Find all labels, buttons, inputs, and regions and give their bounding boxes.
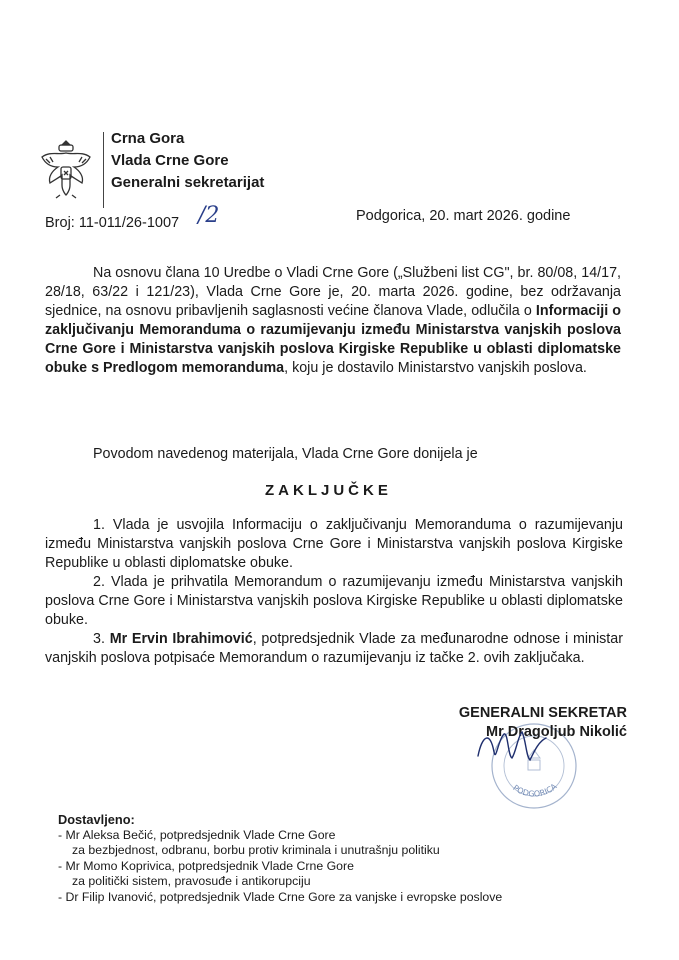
handwritten-signature bbox=[472, 722, 552, 768]
svg-text:PODGORICA bbox=[511, 782, 559, 799]
conclusion-2: 2. Vlada je prihvatila Memorandum o razumijevanju između Ministarstva vanjskih poslova Crne Gore i Ministarstva vanjskih poslova Kirgiske Republike u oblasti diplomatske obuke. bbox=[45, 574, 623, 628]
conclusion-3-number: 3. bbox=[93, 631, 110, 647]
issuer-government: Vlada Crne Gore bbox=[111, 152, 229, 169]
distribution-line: - Dr Filip Ivanović, potpredsjednik Vlade Crne Gore za vanjske i evropske poslove bbox=[58, 889, 503, 904]
decision-intro: Povodom navedenog materijala, Vlada Crne Gore donijela je bbox=[93, 446, 478, 462]
conclusion-3 bbox=[45, 630, 623, 668]
issuer-secretariat: Generalni sekretarijat bbox=[111, 174, 265, 191]
preamble-subject: Informaciji o zaključivanju Memoranduma o razumijevanju između Ministarstva vanjskih poslova Crne Gore i Ministarstva vanjskih poslova Kirgiske Republike u oblasti diplomatske obuke s Predlogom memoranduma bbox=[45, 303, 622, 376]
stamp-city: PODGORICA bbox=[511, 781, 559, 799]
issuer-header bbox=[111, 128, 264, 194]
preamble-text-a: Na osnovu člana 10 Uredbe o Vladi Crne Gore („Službeni list CG", br. 80/08, 14/17, 28/18, 63/22 i 121/23), Vlada Crne Gore je, 20. marta 2026. godine, bez održavanja sjednice, na osnovu pribavljenih saglasnosti većine članova Vlade, odlučila o bbox=[45, 265, 621, 319]
conclusion-3-name: Mr Ervin Ibrahimović bbox=[109, 631, 253, 647]
distribution-line: - Mr Momo Koprivica, potpredsjednik Vlade Crne Gore bbox=[58, 858, 354, 873]
preamble-paragraph bbox=[45, 264, 621, 378]
header-divider bbox=[103, 132, 104, 208]
signer-name: Mr Dragoljub Nikolić bbox=[486, 724, 627, 740]
distribution-line: - Mr Aleksa Bečić, potpredsjednik Vlade Crne Gore bbox=[58, 827, 336, 842]
handwritten-number: /2 bbox=[198, 203, 220, 228]
coat-of-arms-icon bbox=[38, 137, 94, 199]
distribution-list bbox=[58, 812, 598, 905]
distribution-item bbox=[58, 859, 598, 890]
signer-title: GENERALNI SEKRETAR bbox=[458, 705, 627, 721]
conclusion-1: 1. Vlada je usvojila Informaciju o zaključivanju Memoranduma o razumijevanju između Ministarstva vanjskih poslova Crne Gore i Ministarstva vanjskih poslova Kirgiske Republike u oblasti diplomatske obuke. bbox=[45, 517, 623, 571]
preamble-text-b: , koju je dostavilo Ministarstvo vanjskih poslova. bbox=[284, 360, 587, 376]
distribution-item bbox=[58, 890, 598, 906]
issuer-country: Crna Gora bbox=[111, 130, 185, 147]
reference-number: Broj: 11-011/26-1007 bbox=[45, 215, 180, 231]
place-date: Podgorica, 20. mart 2026. godine bbox=[356, 208, 571, 224]
distribution-item bbox=[58, 828, 598, 859]
distribution-title: Dostavljeno: bbox=[58, 812, 135, 827]
conclusions-title: ZAKLJUČKE bbox=[265, 482, 392, 499]
distribution-line: za bezbjednost, odbranu, borbu protiv kriminala i unutrašnju politiku bbox=[72, 843, 440, 857]
conclusion-3-text: , potpredsjednik Vlade za međunarodne odnose i ministar vanjskih poslova potpisaće Memorandum o razumijevanju iz tačke 2. ovih zaključaka. bbox=[45, 631, 623, 666]
distribution-line: za politički sistem, pravosuđe i antikorupciju bbox=[72, 874, 311, 888]
